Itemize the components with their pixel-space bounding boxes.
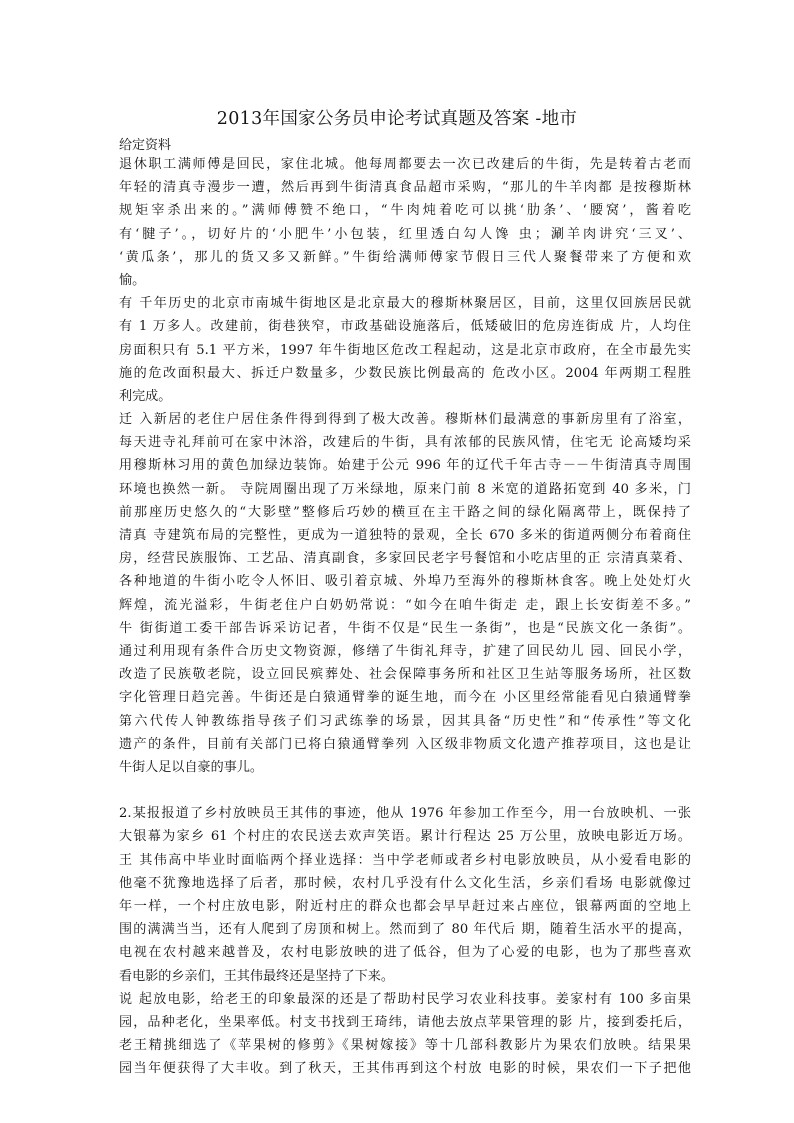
text-line: 电视在农村越来越普及，农村电影放映的进了低谷，但为了心爱的电影，也为了那些喜欢 [119,945,691,961]
text-line: 大银幕为家乡 61 个村庄的农民送去欢声笑语。累计行程达 25 万公里，放映电影近万场。 [119,829,691,845]
text-line: 愉。 [119,272,146,288]
section-label: 给定资料 [119,138,172,153]
text-line: 牛街人足以自豪的事儿。 [119,759,264,775]
text-line: 园，品种老化，坐果率低。村支书找到王琦纬，请他去放点苹果管理的影 片，接到委托后， [119,1014,691,1030]
paragraph-gap [119,779,691,802]
text-line: 施的危改面积最大、拆迁户数量多，少数民族比例最高的 危改小区。2004 年两期工程胜 [119,365,691,381]
text-line: 清真 寺建筑布局的完整性，更成为一道独特的景观，全长 670 多米的街道两侧分布着商住 [119,528,691,543]
text-line: 每天进寺礼拜前可在家中沐浴，改建后的牛街，具有浓郁的民族风情，住宅无 论高矮均采 [119,435,691,451]
text-line: 有 1 万多人。改建前，街巷狭窄，市政基础设施落后，低矮破旧的危房连街成 片，人均住 [119,319,691,335]
text-line: 辉煌，流光溢彩，牛街老住户白奶奶常说：“如今在咱牛街走 走，跟上长安街差不多。” [119,597,691,613]
text-line: 退休职工满师傅是回民，家住北城。他每周都要去一次已改建后的牛街，先是转着古老而 [119,157,691,172]
text-line: 第六代传人钟教练指导孩子们习武练拳的场景，因其具备“历史性”和“传承性”等文化 [119,713,691,729]
text-line: 用穆斯林习用的黄色加绿边装饰。始建于公元 996 年的辽代千年古寺－－牛街清真寺周围 [119,458,691,474]
text-line: 年一样，一个村庄放电影，附近村庄的群众也都会早早赶过来占座位，银幕两面的空地上 [119,899,691,914]
text-line: 年轻的清真寺漫步一遭，然后再到牛街清真食品超市采购，“那儿的牛羊肉都 是按穆斯林 [119,180,691,196]
text-line: 字化管理日趋完善。牛街还是白猿通臂拳的诞生地，而今在 小区里经常能看见白猿通臂拳 [119,690,691,706]
text-line: 园当年便获得了大丰收。到了秋天，王其伟再到这个村放 电影的时候，果农们一下子把他 [119,1061,691,1077]
text-line: ‘黄瓜条’，那儿的货又多又新鲜。”牛街给满师傅家节假日三代人聚餐带来了方便和欢 [119,249,691,265]
text-line: 规矩宰杀出来的。”满师傅赞不绝口，“牛肉炖着吃可以挑‘肋条’、‘腰窝’，酱着吃 [119,203,691,219]
document-title: 2013年国家公务员申论考试真题及答案 -地市 [216,109,578,129]
text-line: 他毫不犹豫地选择了后者，那时候，农村几乎没有什么文化生活，乡亲们看场 电影就像过 [119,875,691,891]
text-line: 迁 入新居的老住户居住条件得到得到了极大改善。穆斯林们最满意的事新房里有了浴室， [119,412,691,428]
text-line: 说 起放电影，给老王的印象最深的还是了帮助村民学习农业科技事。姜家村有 100 多亩果 [119,991,691,1007]
text-line: 利完成。 [119,388,172,404]
text-line: 牛 街街道工委干部告诉采访记者，牛街不仅是“民生一条街”，也是“民族文化一条街”。 [119,620,691,636]
text-line: 遗产的条件，目前有关部门已将白猿通臂拳列 入区级非物质文化遗产推荐项目，这也是让 [119,736,691,752]
text-line: 2.某报报道了乡村放映员王其伟的事迹，他从 1976 年参加工作至今，用一台放映机、一张 [119,806,691,822]
body-text [119,153,691,1081]
text-line: 有 千年历史的北京市南城牛街地区是北京最大的穆斯林聚居区，目前，这里仅回族居民就 [119,296,691,312]
text-line: 环境也换然一新。 寺院周圈出现了万米绿地，原来门前 8 米宽的道路拓宽到 40 多米，门 [119,481,691,497]
text-line: 围的满满当当，还有人爬到了房顶和树上。然而到了 80 年代后 期，随着生活水平的提高， [119,922,691,938]
text-line: 通过利用现有条件合历史文物资源，修缮了牛街礼拜寺，扩建了回民幼儿 园、回民小学， [119,643,691,659]
text-line: 有‘腱子’。，切好片的‘小肥牛’小包装，红里透白勾人馋 虫；涮羊肉讲究‘三叉’、 [119,226,691,242]
text-line: 前那座历史悠久的“大影壁”整修后巧妙的横亘在主干路之间的绿化隔离带上，既保持了 [119,504,691,520]
text-line: 各种地道的牛街小吃令人怀旧、吸引着京城、外埠乃至海外的穆斯林食客。晚上处处灯火 [119,574,691,590]
text-line: 房面积只有 5.1 平方米，1997 年牛街地区危改工程起动，这是北京市政府，在全市最先实 [119,342,691,358]
text-line: 老王精挑细选了《苹果树的修剪》《果树嫁接》等十几部科教影片为果农们放映。结果果 [119,1038,691,1054]
text-line: 王 其伟高中毕业时面临两个择业选择：当中学老师或者乡村电影放映员，从小爱看电影的 [119,852,691,868]
text-line: 房，经营民族服饰、工艺品、清真副食，多家回民老字号餐馆和小吃店里的正 宗清真菜肴、 [119,551,691,567]
text-line: 改造了民族敬老院，设立回民殡葬处、社会保障事务所和社区卫生站等服务场所，社区数 [119,667,691,683]
text-line: 看电影的乡亲们，王其伟最终还是坚持了下来。 [119,968,394,984]
